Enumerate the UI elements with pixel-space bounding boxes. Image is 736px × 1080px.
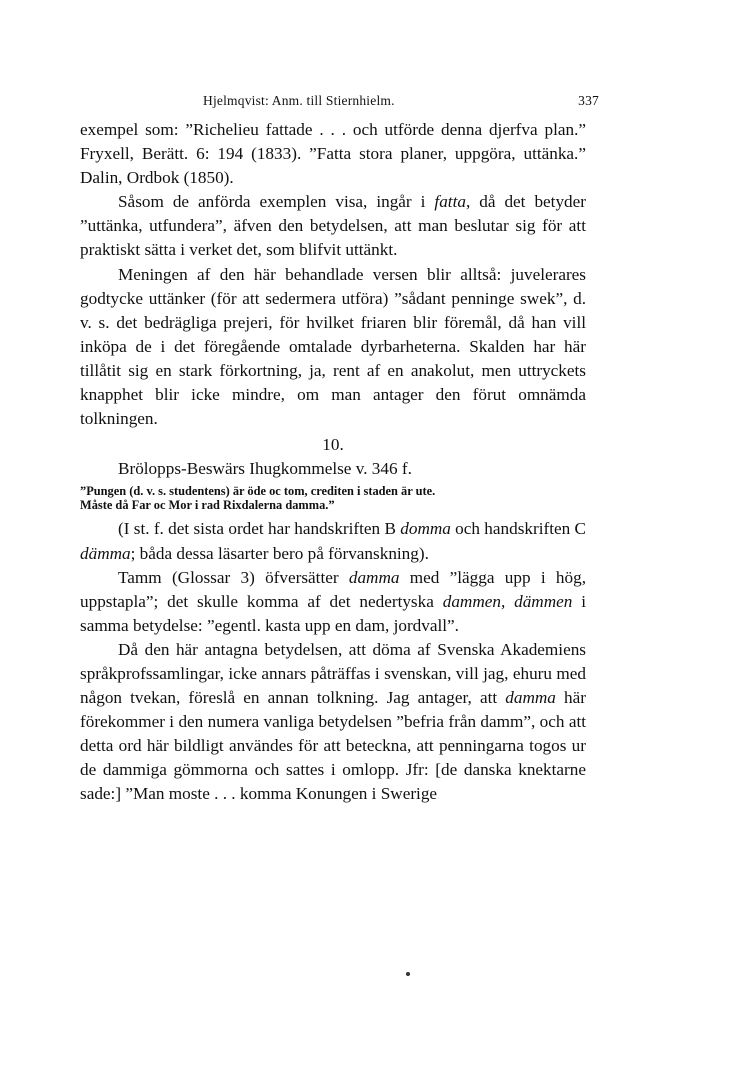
running-title: Hjelmqvist: Anm. till Stiernhielm. — [203, 93, 395, 108]
page-body — [80, 118, 586, 807]
paragraph-6: Då den här antagna betydelsen, att döma af Svenska Akademiens språkprofssamlingar, icke annars påträffas i svenskan, vill jag, ehuru med någon tvekan, föreslå en annan tolkning. Jag antager, att damma här förekommer i den numera vanliga betydelsen ”befria från damm”, och att detta ord här bildligt användes för att beteckna, att penningarna togos ur de dammiga gömmorna och sattes i omlopp. Jfr: [de danska knektarne sade:] ”Man moste . . . komma Konungen i Swerige — [80, 639, 586, 804]
italic-term: domma — [400, 519, 451, 539]
running-header — [203, 93, 599, 109]
italic-term: damma — [505, 688, 556, 708]
paragraph-5: Tamm (Glossar 3) öfversätter damma med ”lägga upp i hög, uppstapla”; det skulle komma af det nedertyska dammen, dämmen i samma betydelse: ”egentl. kasta upp en dam, jordvall”. — [80, 567, 586, 635]
print-speck — [406, 972, 410, 976]
verse-quote — [80, 484, 586, 512]
quote-line-2: Måste då Far oc Mor i rad Rixdalerna damma.” — [80, 498, 335, 513]
italic-term: dammen, dämmen — [442, 591, 573, 611]
paragraph-2: Såsom de anförda exemplen visa, ingår i fatta, då det betyder ”uttänka, utfundera”, äfven den betydelsen, att man beslutar sig för att praktiskt sätta i verket det, som blifvit uttänkt. — [80, 192, 586, 260]
quote-line-1: ”Pungen (d. v. s. studentens) är öde oc tom, crediten i staden är ute. — [80, 484, 436, 499]
section-heading: Brölopps-Beswärs Ihugkommelse v. 346 f. — [118, 459, 412, 479]
italic-term: dämma — [80, 543, 131, 563]
italic-term: damma — [348, 567, 400, 587]
italic-term: fatta — [434, 192, 466, 212]
paragraph-4: (I st. f. det sista ordet har handskriften B domma och handskriften C dämma; båda dessa läsarter bero på förvanskning). — [80, 519, 586, 563]
page-number: 337 — [578, 93, 599, 108]
paragraph-3: Meningen af den här behandlade versen blir alltså: juvelerares godtycke uttänker (för att sedermera utföra) ”sådant penninge swek”, d. v. s. det bedrägliga prejeri, för hvilket friaren blir föremål, då han vill inköpa de i det föregående omtalade dyrbarheterna. Skalden har här tillåtit sig en stark förkortning, ja, rent af en anakolut, men uttryckets knapphet blir icke mindre, om man antager den förut omnämda tolkningen. — [80, 264, 586, 429]
paragraph-1: exempel som: ”Richelieu fattade . . . och utförde denna djerfva plan.” Fryxell, Berätt. 6: 194 (1833). ”Fatta stora planer, uppgöra, uttänka.” Dalin, Ordbok (1850). — [80, 120, 586, 188]
section-number: 10. — [322, 435, 344, 455]
